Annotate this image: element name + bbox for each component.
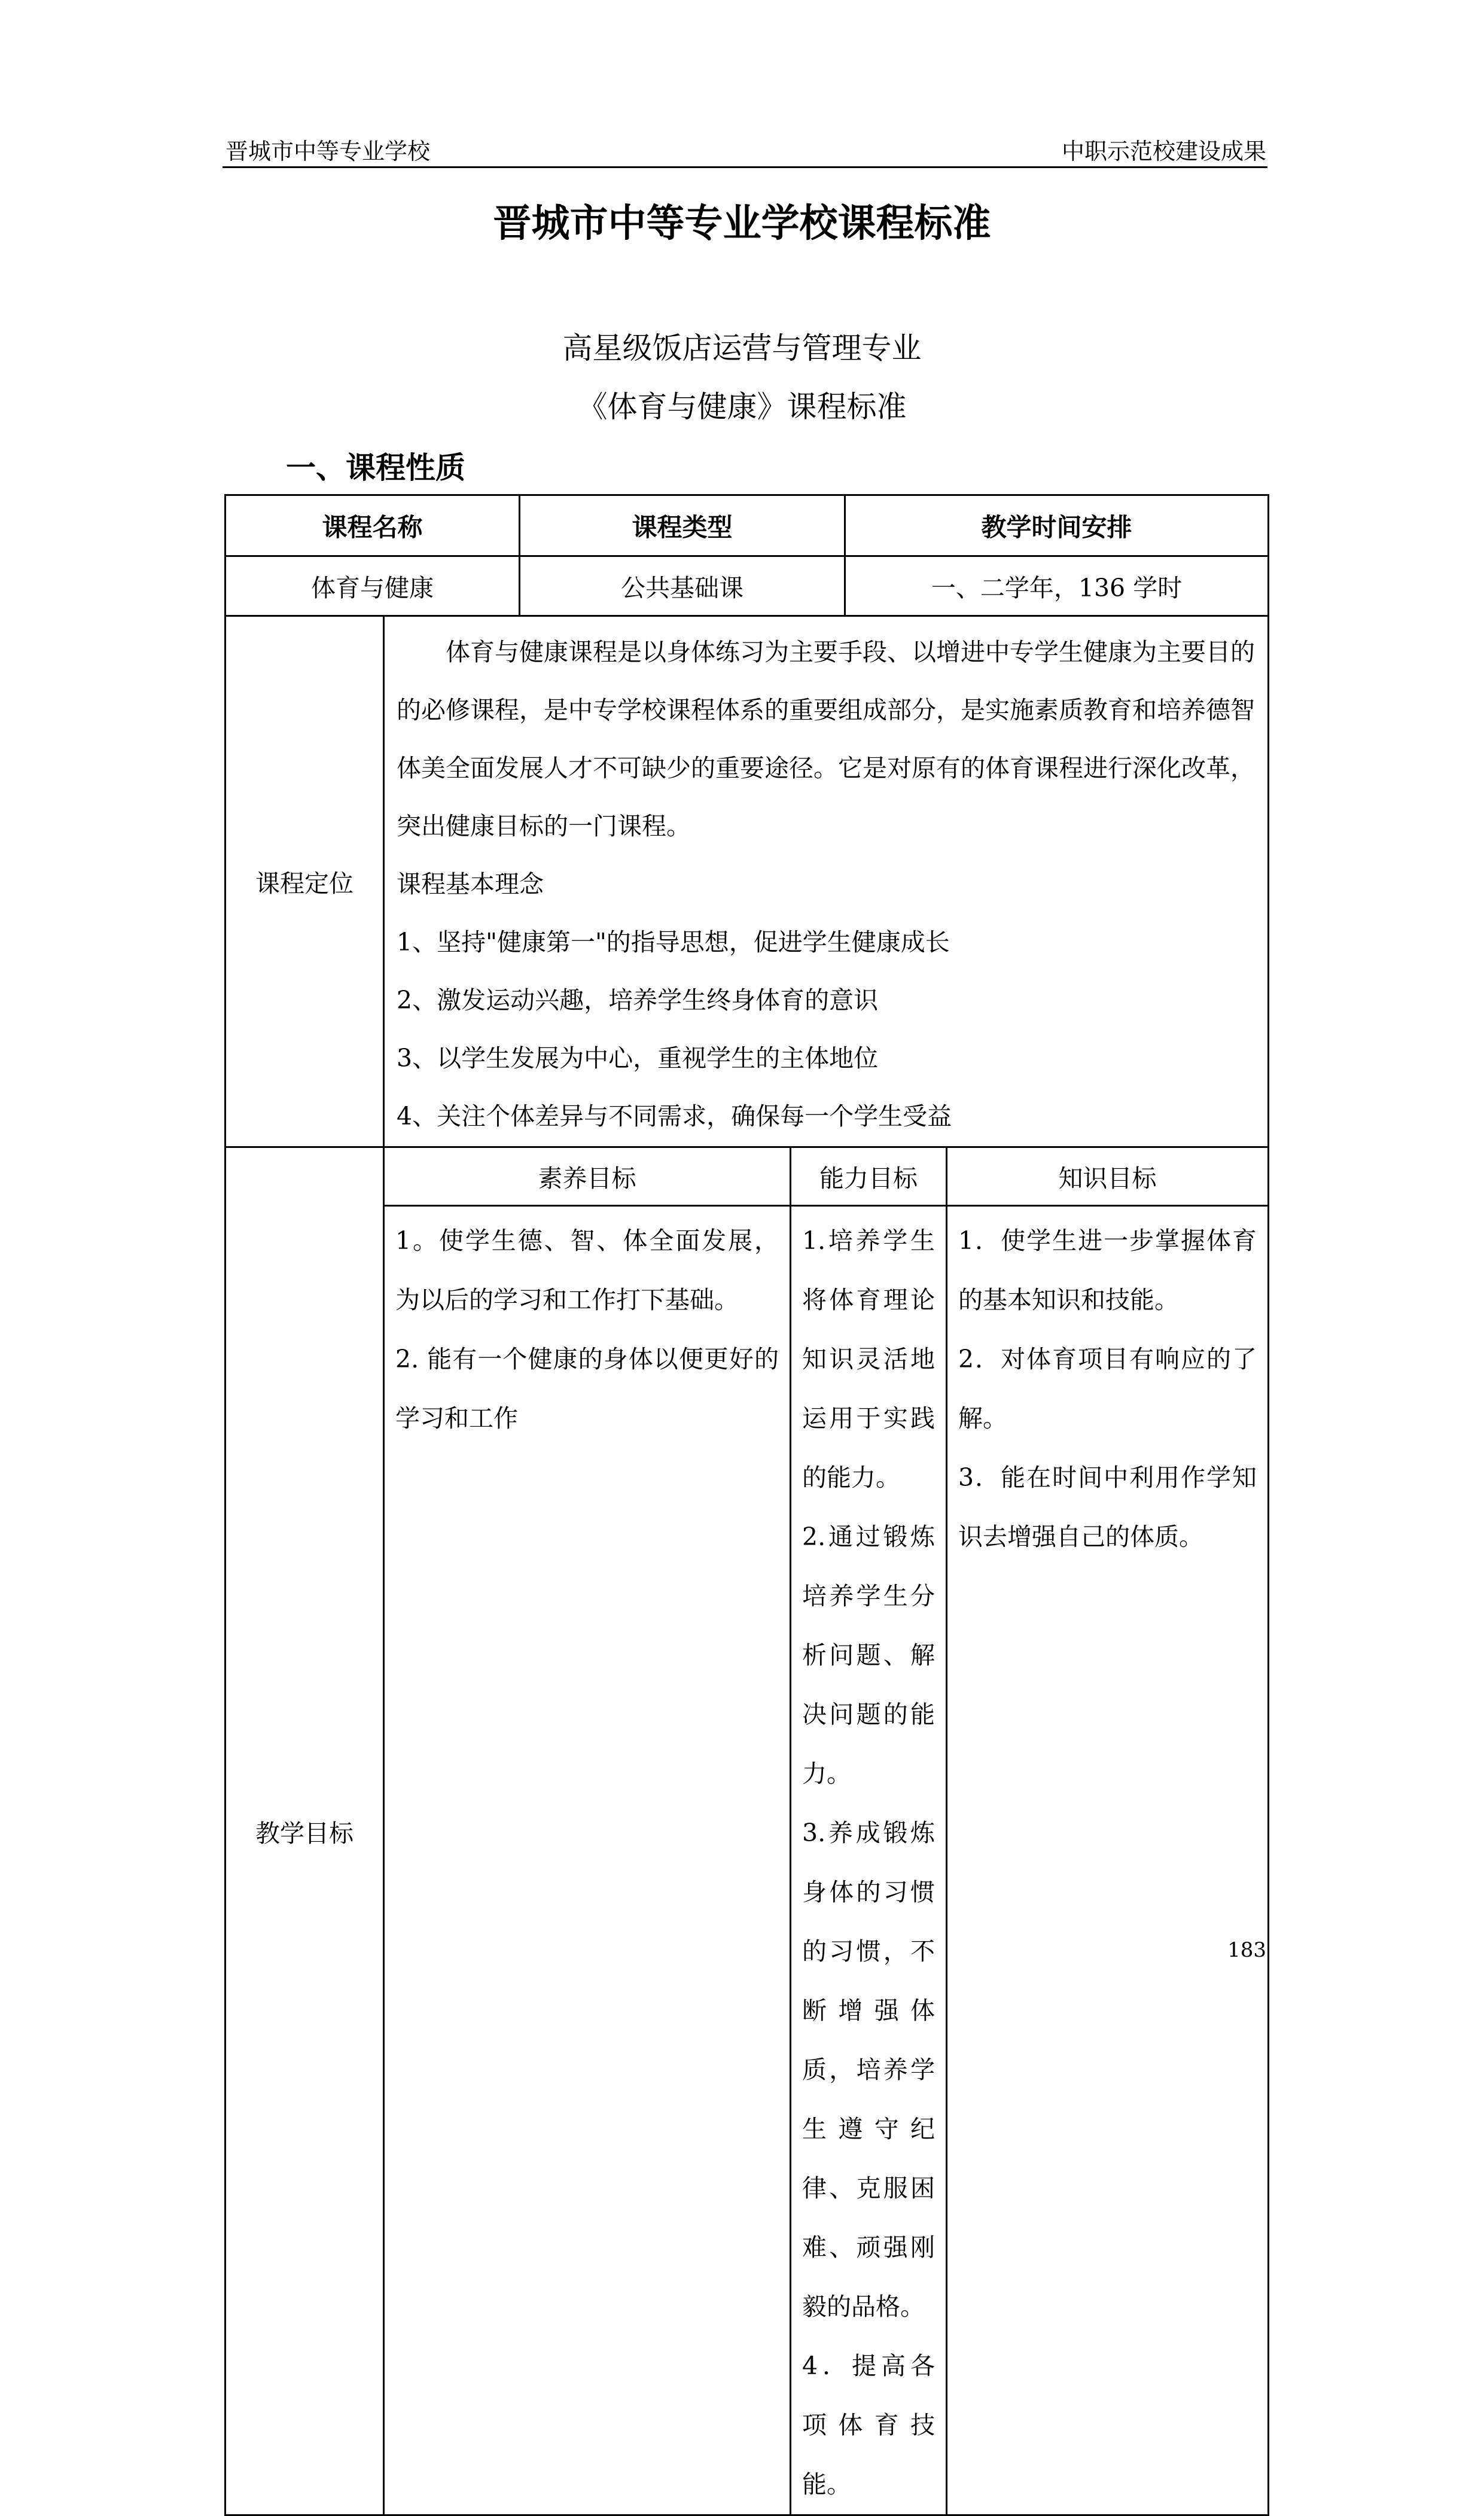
cell-schedule: 一、二学年，136 学时 xyxy=(845,556,1269,616)
header-school-name: 晋城市中等专业学校 xyxy=(226,138,431,165)
objectives-header-row xyxy=(226,1147,1269,1206)
header-course-type: 课程类型 xyxy=(520,495,845,556)
course-subtitle: 《体育与健康》课程标准 xyxy=(577,389,907,424)
literacy-goal-item: 1。使学生德、智、体全面发展，为以后的学习和工作打下基础。 xyxy=(395,1226,779,1314)
header-course-name: 课程名称 xyxy=(226,495,520,556)
knowledge-goal-item: 1．使学生进一步掌握体育的基本知识和技能。 xyxy=(958,1226,1257,1314)
objectives-label: 教学目标 xyxy=(226,1147,384,2515)
section-heading: 一、课程性质 xyxy=(286,450,465,485)
table-header-row xyxy=(226,495,1269,556)
concept-item: 2、激发运动兴趣，培养学生终身体育的意识 xyxy=(397,986,879,1015)
header-subtitle: 中职示范校建设成果 xyxy=(1061,138,1266,165)
literacy-goal-item: 2. 能有一个健康的身体以便更好的学习和工作 xyxy=(395,1345,779,1433)
ability-goal-item: 3.养成锻炼身体的习惯的习惯，不断增强体质，培养学生遵守纪律、克服困难、顽强刚毅的品格。 xyxy=(802,1819,936,2321)
concept-title: 课程基本理念 xyxy=(397,870,544,898)
ability-goals xyxy=(791,1206,947,2515)
positioning-content xyxy=(384,616,1269,1147)
header-knowledge-goal: 知识目标 xyxy=(947,1147,1269,1206)
page-number: 183 xyxy=(1227,1938,1266,1962)
header-literacy-goal: 素养目标 xyxy=(384,1147,791,1206)
ability-goal-item: 1.培养学生将体育理论知识灵活地运用于实践的能力。 xyxy=(802,1226,936,1492)
concept-item: 3、以学生发展为中心，重视学生的主体地位 xyxy=(397,1044,879,1073)
knowledge-goal-item: 3．能在时间中利用作学知识去增强自己的体质。 xyxy=(958,1463,1257,1551)
cell-course-type: 公共基础课 xyxy=(520,556,845,616)
cell-course-name: 体育与健康 xyxy=(226,556,520,616)
positioning-label: 课程定位 xyxy=(226,616,384,1147)
knowledge-goals xyxy=(947,1206,1269,2515)
concept-item: 1、坚持"健康第一"的指导思想，促进学生健康成长 xyxy=(397,928,950,957)
knowledge-goal-item: 2．对体育项目有响应的了解。 xyxy=(958,1345,1257,1433)
course-table xyxy=(224,494,1269,2516)
header-divider xyxy=(223,166,1267,168)
table-row xyxy=(226,556,1269,616)
document-title: 晋城市中等专业学校课程标准 xyxy=(493,202,991,246)
ability-goal-item: 2.通过锻炼培养学生分析问题、解决问题的能力。 xyxy=(802,1522,936,1788)
major-subtitle: 高星级饭店运营与管理专业 xyxy=(562,331,922,365)
literacy-goals xyxy=(384,1206,791,2515)
header-schedule: 教学时间安排 xyxy=(845,495,1269,556)
header-ability-goal: 能力目标 xyxy=(791,1147,947,1206)
positioning-row xyxy=(226,616,1269,1147)
concept-item: 4、关注个体差异与不同需求，确保每一个学生受益 xyxy=(397,1102,952,1131)
ability-goal-item: 4．提高各项体育技能。 xyxy=(802,2351,936,2499)
positioning-paragraph: 体育与健康课程是以身体练习为主要手段、以增进中专学生健康为主要目的的必修课程，是中专学校课程体系的重要组成部分，是实施素质教育和培养德智体美全面发展人才不可缺少的重要途径。它是对原有的体育课程进行深化改革，突出健康目标的一门课程。 xyxy=(397,638,1255,840)
